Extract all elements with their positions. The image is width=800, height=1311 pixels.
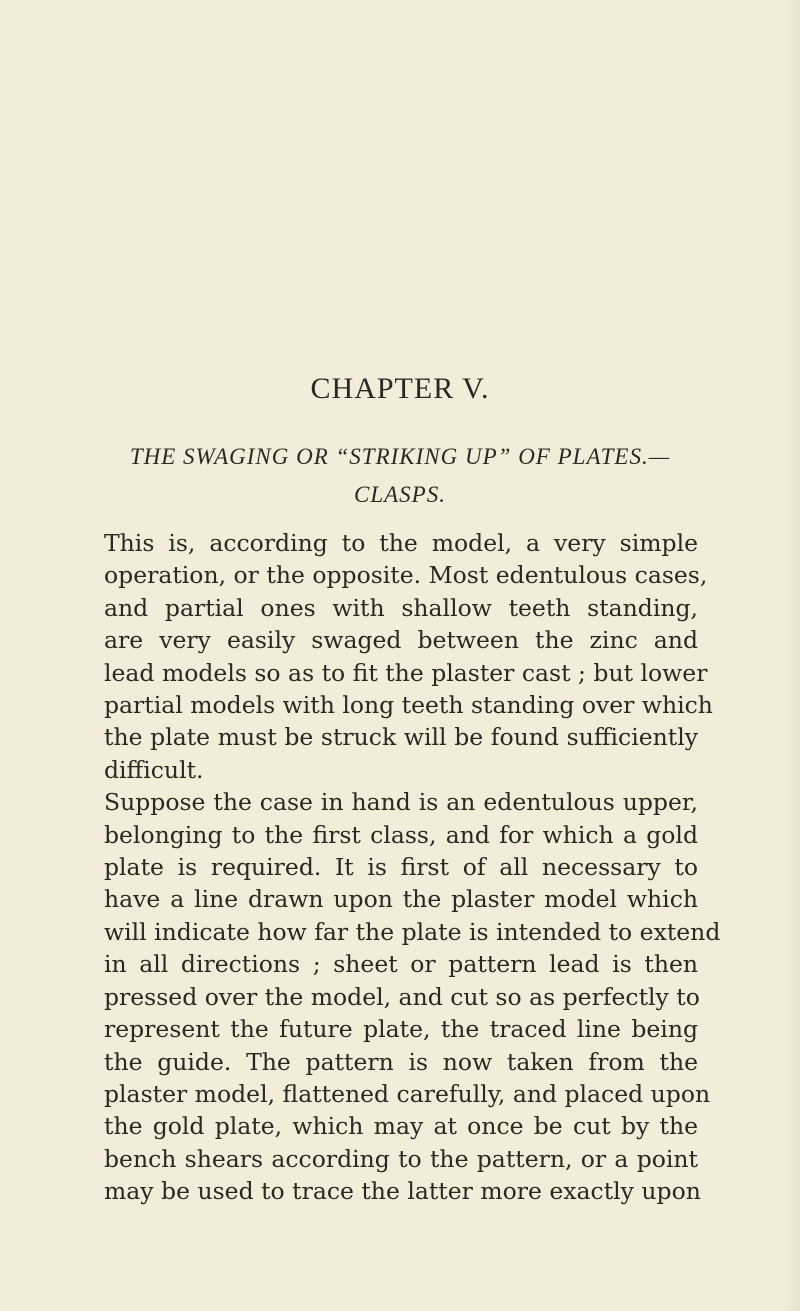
chapter-title [110, 438, 690, 514]
text-line: have a line drawn upon the plaster model which [104, 885, 698, 914]
text-line: lead models so as to fit the plaster cast ; but lower [104, 658, 708, 687]
text-line: the guide. The pattern is now taken from the [104, 1047, 698, 1076]
text-line: the plate must be struck will be found sufficiently [104, 723, 698, 752]
text-line: may be used to trace the latter more exactly upon [104, 1177, 701, 1206]
text-line: belonging to the first class, and for which a gold [104, 820, 698, 849]
text-line: in all directions ; sheet or pattern lead is then [104, 950, 698, 979]
text-line: This is, according to the model, a very simple [104, 529, 698, 557]
chapter-heading: CHAPTER V. [310, 372, 490, 405]
text-line: the gold plate, which may at once be cut by the [104, 1112, 698, 1141]
page-edge-shadow [786, 0, 800, 1311]
text-line: are very easily swaged between the zinc and [104, 626, 698, 655]
text-line: plate is required. It is first of all necessary to [104, 853, 698, 882]
text-line: and partial ones with shallow teeth standing, [104, 593, 698, 622]
text-line: partial models with long teeth standing over which [104, 691, 713, 720]
text-line: operation, or the opposite. Most edentulous cases, [104, 561, 708, 590]
paragraph-2 [104, 786, 721, 1207]
text-line: represent the future plate, the traced line being [104, 1015, 698, 1044]
text-line: will indicate how far the plate is intended to extend [104, 917, 721, 946]
paragraph-1 [104, 527, 713, 786]
chapter-title-line-1: THE SWAGING OR “STRIKING UP” OF PLATES.— [129, 444, 671, 469]
body-text [104, 527, 721, 1208]
text-line: pressed over the model, and cut so as perfectly to [104, 982, 700, 1011]
text-line: difficult. [104, 755, 204, 784]
text-line: plaster model, flattened carefully, and placed upon [104, 1079, 711, 1108]
text-line: Suppose the case in hand is an edentulous upper, [104, 788, 698, 817]
chapter-title-line-2: CLASPS. [354, 482, 446, 507]
text-line: bench shears according to the pattern, or a point [104, 1144, 698, 1173]
